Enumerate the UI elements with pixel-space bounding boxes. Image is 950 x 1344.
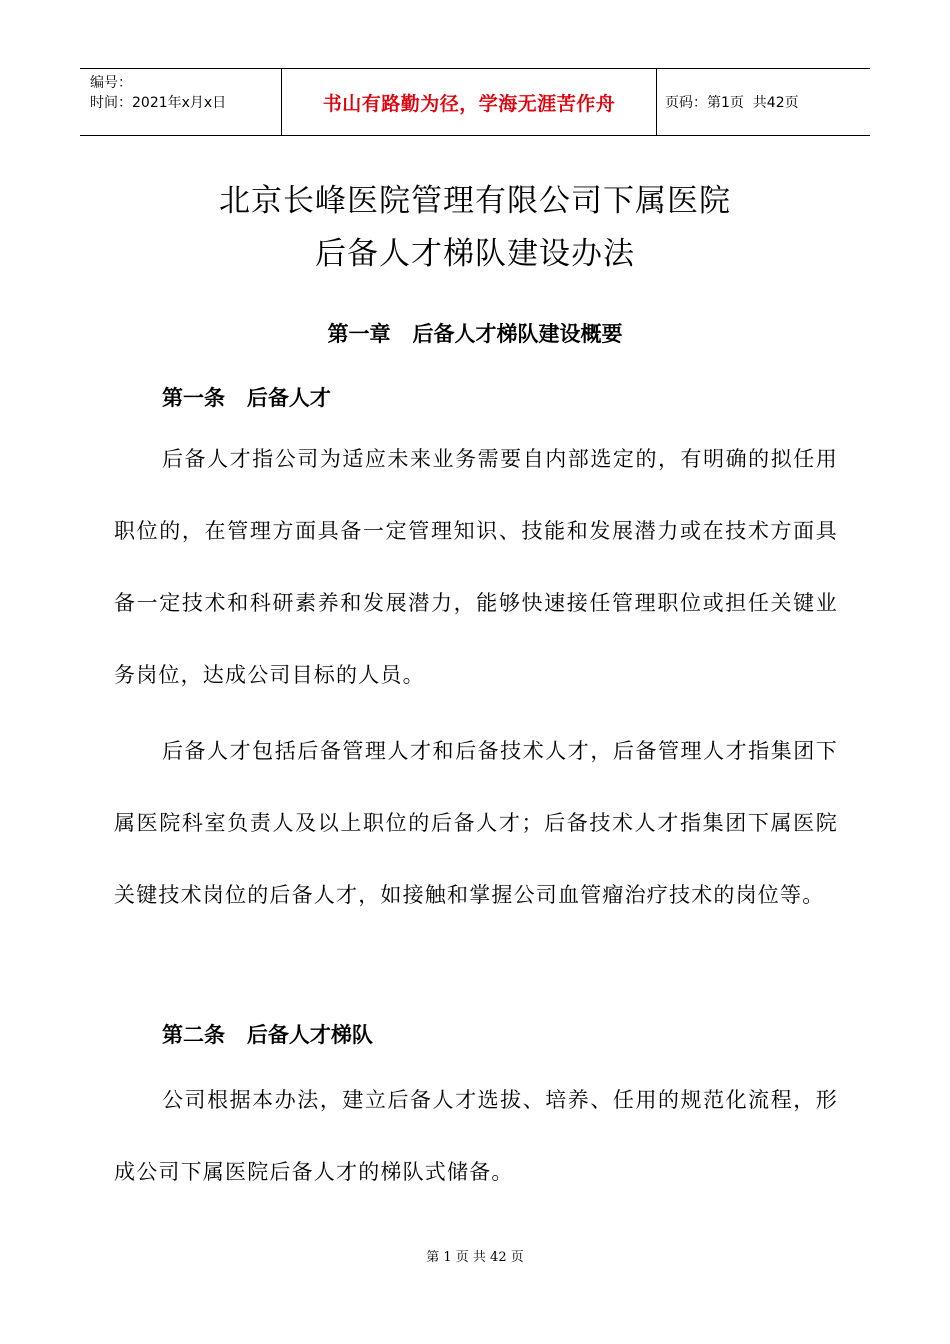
- header-motto: 书山有路勤为径，学海无涯苦作舟: [322, 92, 616, 115]
- chapter-heading: 第一章 后备人才梯队建设概要: [327, 322, 623, 346]
- article-1-paragraph-2: 后备人才包括后备管理人才和后备技术人才，后备管理人才指集团下属医院科室负责人及以上职位的后备人才；后备技术人才指集团下属医院关键技术岗位的后备人才，如接触和掌握公司血管瘤治疗技术的岗位等。: [114, 739, 838, 907]
- article-1-paragraph-1: 后备人才指公司为适应未来业务需要自内部选定的，有明确的拟任用职位的，在管理方面具备一定管理知识、技能和发展潜力或在技术方面具备一定技术和科研素养和发展潜力，能够快速接任管理职位或担任关键业务岗位，达成公司目标的人员。: [114, 447, 838, 687]
- document-title-line-2: 后备人才梯队建设办法: [315, 236, 635, 272]
- document-number-label: 编号：: [90, 75, 132, 91]
- article-2-paragraph-1: 公司根据本办法，建立后备人才选拔、培养、任用的规范化流程，形成公司下属医院后备人才的梯队式储备。: [114, 1088, 838, 1184]
- document-time-label: 时间：2021年x月x日: [90, 95, 227, 111]
- article-2-heading: 第二条 后备人才梯队: [162, 1023, 373, 1047]
- document-title-line-1: 北京长峰医院管理有限公司下属医院: [219, 183, 731, 219]
- header-page-info-cell: [657, 69, 870, 135]
- header-motto-cell: [282, 69, 657, 135]
- header-left-cell: [80, 69, 282, 135]
- header-page-info: 页码：第1页 共42页: [665, 95, 799, 111]
- article-1-heading: 第一条 后备人才: [162, 386, 331, 410]
- page-footer: 第 1 页 共 42 页: [426, 1250, 524, 1265]
- document-header-table: [80, 68, 870, 136]
